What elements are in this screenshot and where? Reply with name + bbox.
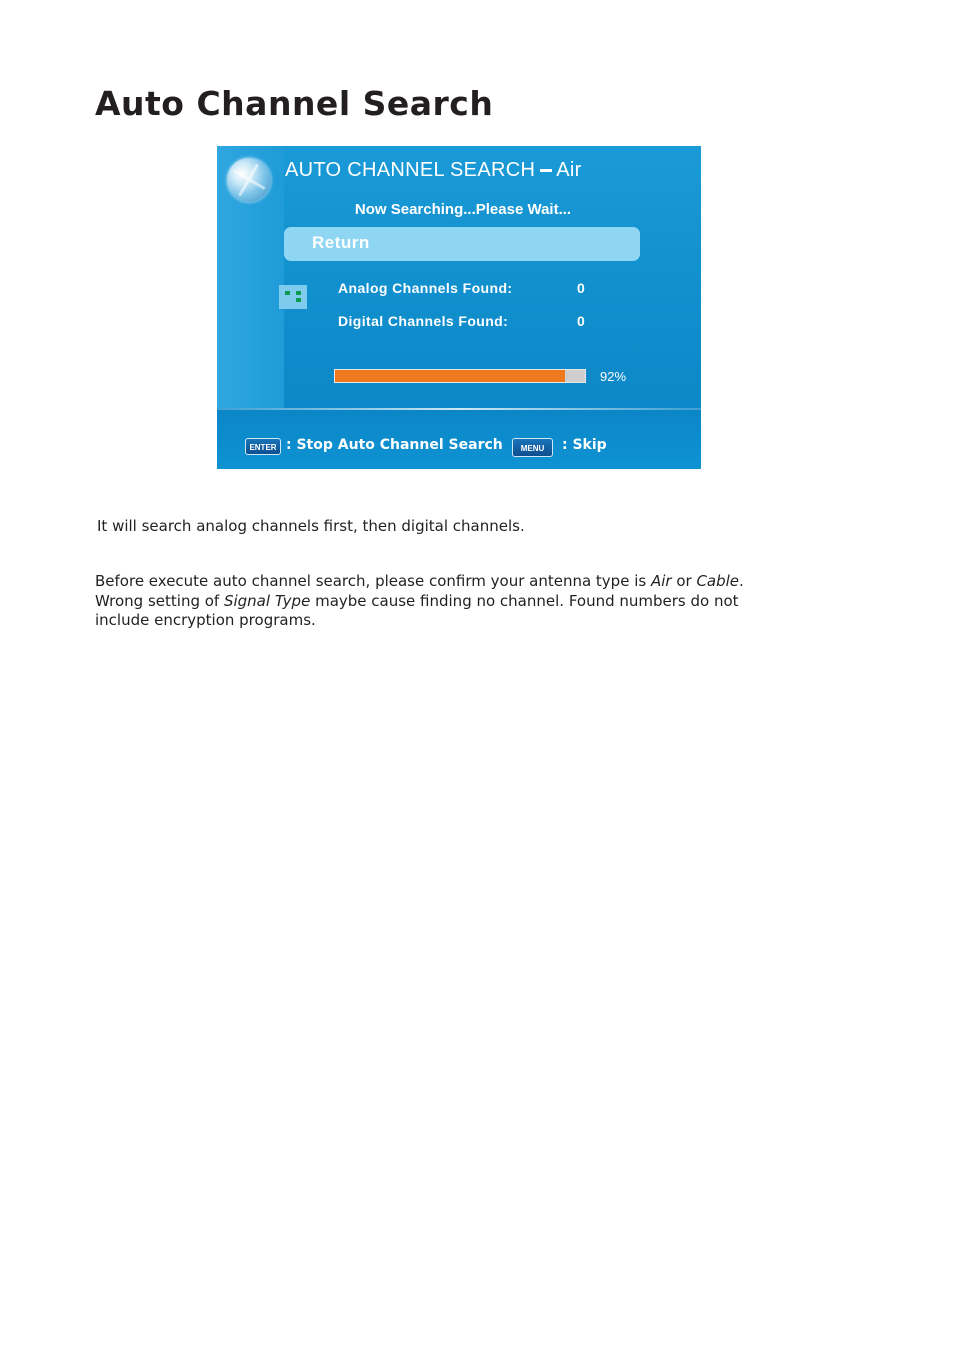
antenna-note-line-2	[95, 592, 739, 610]
menu-key-icon: MENU	[512, 438, 553, 457]
cable-term: Cable	[696, 572, 740, 590]
search-order-note: It will search analog channels first, then digital channels.	[97, 517, 525, 535]
page-title: Auto Channel Search	[95, 84, 494, 123]
antenna-note-line-3: include encryption programs.	[95, 611, 316, 629]
enter-key-icon: ENTER	[245, 438, 281, 455]
osd-title-text: AUTO CHANNEL SEARCH	[285, 159, 536, 181]
search-progress-fill	[335, 370, 565, 382]
footer-divider	[217, 408, 701, 410]
or-word: or	[671, 572, 697, 590]
search-status	[217, 201, 701, 218]
digital-channels-value: 0	[577, 313, 585, 329]
wrong-setting-text: Wrong setting of	[95, 592, 224, 610]
search-progress-bar	[334, 369, 586, 383]
search-status-text: Now Searching...Please Wait...	[354, 201, 572, 218]
osd-footer	[217, 410, 701, 469]
osd-title-suffix: Air	[556, 159, 582, 181]
air-term: Air	[650, 572, 672, 590]
enter-key-action: : Stop Auto Channel Search	[286, 437, 503, 453]
title-dash	[540, 169, 552, 172]
return-button-label: Return	[312, 233, 370, 252]
menu-key-action: : Skip	[562, 437, 607, 453]
osd-title	[285, 159, 582, 182]
auto-channel-search-screen	[217, 146, 701, 469]
channel-icon	[279, 285, 307, 309]
analog-channels-value: 0	[577, 280, 585, 296]
globe-icon	[227, 158, 271, 202]
antenna-note-text: Before execute auto channel search, please confirm your antenna type is	[95, 572, 651, 590]
signal-type-term: Signal Type	[223, 592, 311, 610]
antenna-note-line-1	[95, 572, 744, 590]
digital-channels-label: Digital Channels Found:	[338, 313, 509, 329]
return-button[interactable]	[284, 227, 640, 261]
analog-channels-label: Analog Channels Found:	[338, 280, 513, 296]
period: .	[739, 572, 744, 590]
search-progress-text: 92%	[600, 369, 627, 384]
no-channel-text: maybe cause finding no channel. Found numbers do not	[310, 592, 739, 610]
